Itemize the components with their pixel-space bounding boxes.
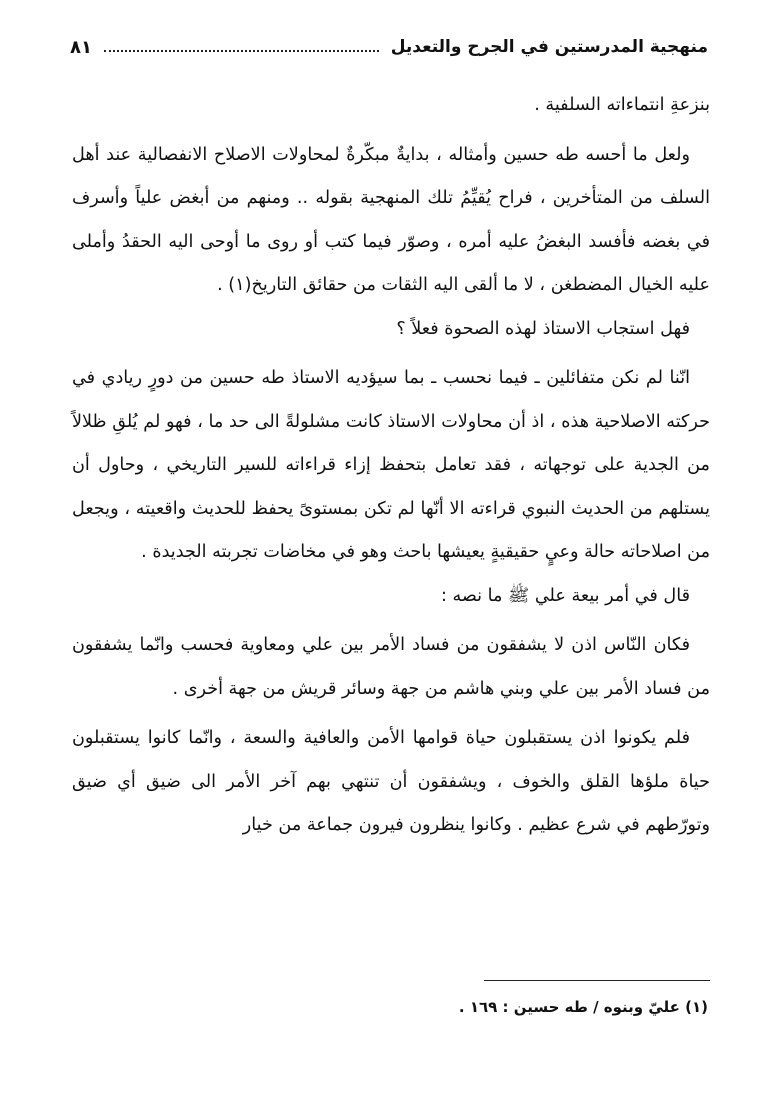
paragraph-taha-hussein: ولعل ما أحسه طه حسين وأمثاله ، بدايةٌ مبكّرةٌ لمحاولات الاصلاح الانفصالية عند أهل السلف من المتأخرين ، فراح يُقيِّمُ تلك المنهجية بقوله .. ومنهم من أبغض علياً وأسرف في بغضه فأفسد البغضُ عليه أمره ، وصوّر فيما كتب أو روى ما أوحى اليه الحقدُ وأملى عليه الخيال المضطغن ، لا ما ألقى اليه الثقات من حقائق التاريخ(١) . (72, 144, 710, 295)
paragraph-question: فهل استجاب الاستاذ لهذه الصحوة فعلاً ؟ (396, 318, 690, 339)
paragraph-quote-intro: قال في أمر بيعة علي ﷺ ما نصه : (440, 585, 690, 606)
page-number: ٨١ (70, 36, 92, 58)
page-header (70, 30, 708, 64)
paragraph-quote-1: فكان النّاس اذن لا يشفقون من فساد الأمر بين علي ومعاوية فحسب وانّما يشفقون من فساد الأمر بين علي وبني هاشم من جهة وسائر قريش من جهة أخرى . (72, 635, 710, 699)
footnote: (١) عليّ وبنوه / طه حسين : ١٦٩ . (458, 998, 708, 1016)
header-dot-leader (104, 50, 379, 52)
paragraph-quote-2: فلم يكونوا اذن يستقبلون حياة قوامها الأمن والعافية والسعة ، وانّما كانوا يستقبلون حياة ملؤها القلق والخوف ، ويشفقون أن تنتهي بهم آخر الأمر الى ضيق أي ضيق وتورّطهم في شرع عظيم . وكانوا ينظرون فيرون جماعة من خيار (72, 728, 710, 835)
running-title: منهجية المدرستين في الجرح والتعديل (390, 37, 708, 57)
footnote-divider (484, 980, 710, 981)
paragraph-reform-critique: انّنا لم نكن متفائلين ـ فيما نحسب ـ بما سيؤديه الاستاذ طه حسين من دورٍ ريادي في حركته الاصلاحية هذه ، اذ أن محاولات الاستاذ كانت مشلولةً الى حد ما ، فهو لم يُلقِ ظلالاً من الجدية على توجهاته ، فقد تعامل بتحفظ إزاء قراءاته للسير التاريخي ، وحاول أن يستلهم من الحديث النبوي قراءته الا أنّها لم تكن بمستوىً يحفظ للحديث واقعيته ، ويجعل من اصلاحاته حالة وعيٍ حقيقيةٍ يعيشها باحث وهو في مخاضات تجربته الجديدة . (72, 368, 710, 562)
main-text (72, 84, 710, 848)
paragraph-continuation: بنزعةِ انتماءاته السلفية . (534, 95, 710, 115)
